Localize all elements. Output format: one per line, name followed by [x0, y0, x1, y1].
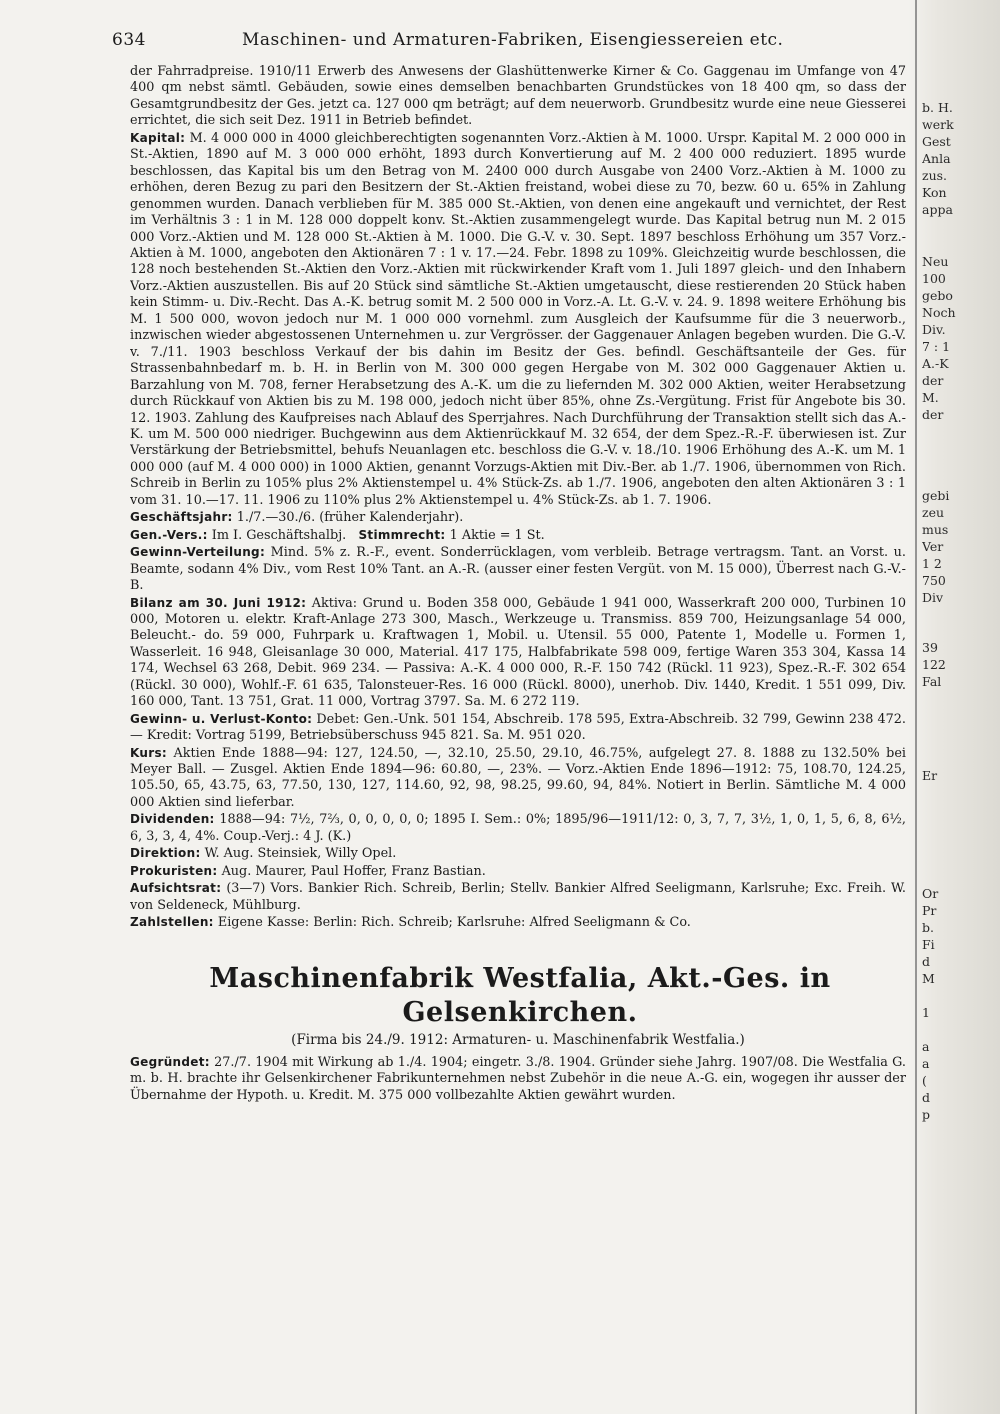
margin-fragment: 7 : 1 [922, 339, 951, 354]
margin-fragment: Pr [922, 903, 937, 918]
section-label: Bilanz am 30. Juni 1912: [130, 595, 307, 610]
margin-fragment: d [922, 1090, 931, 1105]
margin-fragment: werk [922, 117, 954, 132]
margin-fragment: 100 [922, 271, 946, 286]
section-zahlstellen [130, 914, 906, 931]
margin-fragment: b. [922, 920, 934, 935]
margin-fragment: b. H. [922, 100, 953, 115]
margin-fragment: 39 [922, 640, 938, 655]
section-label: Prokuristen: [130, 863, 218, 878]
section-label: Geschäftsjahr: [130, 510, 233, 525]
section-label-stimmrecht: Stimmrecht: [358, 527, 446, 542]
section-label: Gegründet: [130, 1055, 210, 1070]
section-prokuristen [130, 863, 906, 880]
margin-fragment: gebi [922, 488, 950, 503]
margin-fragment: Fal [922, 674, 942, 689]
margin-fragment: Noch [922, 305, 956, 320]
section-text: Aktien Ende 1888—94: 127, 124.50, —, 32.10, 25.50, 29.10, 46.75%, aufgelegt 27. 8. 1888 zu 132.50% bei Meyer Ball. — Zusgel. Aktien Ende 1894—96: 60.80, —, 23%. — Vorz.-Aktien Ende 1896—1912: 75, 108.70, 124.25, 105.50, 65, 43.75, 63, 77.50, 130, 127, 114.60, 92, 98, 98.25, 99.60, 94, 84%. Notiert in Berlin. Sämtliche M. 4 000 000 Aktien sind lieferbar. [130, 745, 906, 810]
section-label: Gewinn-Verteilung: [130, 545, 266, 560]
margin-fragment: M. [922, 390, 939, 405]
section-text: 1./7.—30./6. (früher Kalenderjahr). [236, 510, 464, 526]
margin-fragment: Kon [922, 185, 947, 200]
margin-fragment: a [922, 1056, 930, 1071]
section-dividenden [130, 811, 906, 845]
margin-fragment: Anla [922, 151, 951, 166]
margin-fragment: Ver [922, 539, 944, 554]
margin-fragment: zus. [922, 168, 948, 183]
margin-fragment: gebo [922, 288, 953, 303]
section-label: Direktion: [130, 846, 201, 861]
company-former-name: (Firma bis 24./9. 1912: Armaturen- u. Maschinenfabrik Westfalia.) [291, 1031, 745, 1048]
margin-fragment: zeu [922, 505, 945, 520]
margin-fragment: der [922, 373, 944, 388]
section-gewinn-verteilung [130, 544, 906, 594]
section-label: Dividenden: [130, 812, 215, 827]
margin-fragment: Er [922, 768, 938, 783]
section-label: Gen.-Vers.: [130, 527, 208, 542]
running-header [112, 30, 918, 56]
section-kapital [130, 130, 906, 509]
section-text: Mind. 5% z. R.-F., event. Sonderrücklagen, vom verbleib. Betrage vertragsm. Tant. an Vorst. u. Beamte, sodann 4% Div., vom Rest 10% Tant. an A.-R. (ausser einer festen Vergüt. von M. 15 000), Überrest nach G.-V.-B. [130, 545, 906, 594]
section-text: M. 4 000 000 in 4000 gleichberechtigten sogenannten Vorz.-Aktien à M. 1000. Urspr. Kapital M. 2 000 000 in St.-Aktien, 1890 auf M. 3 000 000 erhöht, 1893 durch Konvertierung auf M. 2 400 000 reduziert. 1895 wurde beschlossen, das Kapital bis um den Betrag von M. 2400 000 durch Ausgabe von 2400 Vorz.-Aktien à M. 1000 zu erhöhen, deren Bezug zu pari den Besitzern der St.-Aktien freistand, wobei diese zu 70, bezw. 60 u. 65% in Zahlung genommen wurden. Danach verblieben für M. 385 000 St.-Aktien, von denen eine angekauft und vernichtet, der Rest im Verhältnis 3 : 1 in M. 128 000 doppelt konv. St.-Aktien zusammengelegt wurde. Das Kapital betrug nun M. 2 015 000 Vorz.-Aktien und M. 128 000 St.-Aktien à M. 1000. Die G.-V. v. 30. Sept. 1897 beschloss Erhöhung um 357 Vorz.-Aktien à M. 1000, angeboten den Aktionären 7 : 1 v. 17.—24. Febr. 1898 zu 109%. Gleichzeitig wurde beschlossen, die 128 noch bestehenden St.-Aktien den Vorz.-Aktien mit rückwirkender Kraft vom 1. Juli 1897 gleich- und den Inhabern Vorz.-Aktien auszustellen. Bis auf 20 Stück sind sämtliche St.-Aktien umgetauscht, diese restierenden 20 Stück haben kein Stimm- u. Div.-Recht. Das A.-K. betrug somit M. 2 500 000 in Vorz.-A. Lt. G.-V. v. 24. 9. 1898 weitere Erhöhung bis M. 1 500 000, wovon jedoch nur M. 1 000 000 vornehml. zum Ausgleich der Kaufsumme für die 3 neuerworb., inzwischen wieder abgestossenen Unternehmen u. zur Vergrösser. der Gaggenauer Anlagen begeben wurden. Die G.-V. v. 7./11. 1903 beschloss Verkauf der bis dahin im Besitz der Ges. befindl. Geschäftsanteile der Ges. für Strassenbahnbedarf m. b. H. in Berlin von M. 300 000 gegen Hergabe von M. 302 000 Gaggenauer Aktien u. Barzahlung von M. 708, ferner Herabsetzung des A.-K. um die zu liefernden M. 302 000 Aktien, weiter Herabsetzung durch Rückkauf von Aktien bis zu M. 198 000, jedoch nicht über 85%, ohne Zs.-Vergütung. Frist für Angebote bis 30. 12. 1903. Zahlung des Kaufpreises nach Ablauf des Sperrjahres. Nach Durchführung der Transaktion stellt sich das A.-K. um M. 500 000 niedriger. Buchgewinn aus dem Aktienrückkauf M. 32 654, der dem Spez.-R.-F. überwiesen ist. Zur Verstärkung der Betriebsmittel, behufs Neuanlagen etc. beschloss die G.-V. v. 18./10. 1906 Erhöhung des A.-K. um M. 1 000 000 (auf M. 4 000 000) in 1000 Aktien, genannt Vorzugs-Aktien mit Div.-Ber. ab 1./7. 1906, übernommen von Rich. Schreib in Berlin zu 105% plus 2% Aktienstempel u. 4% Stück-Zs. ab 1./7. 1906, angeboten den alten Aktionären 3 : 1 vom 31. 10.—17. 11. 1906 zu 110% plus 2% Aktienstempel u. 4% Stück-Zs. ab 1. 7. 1906. [130, 130, 906, 508]
intro-paragraph: der Fahrradpreise. 1910/11 Erwerb des Anwesens der Glashüttenwerke Kirner & Co. Gaggenau im Umfange von 47 400 qm nebst sämtl. Gebäuden, sowie eines demselben benachbarten Grundstückes von 18 400 qm, so dass der Gesamtgrundbesitz der Ges. jetzt ca. 127 000 qm beträgt; auf dem neuerworb. Grundbesitz wurde eine neue Giesserei errichtet, die sich seit Dez. 1911 in Betrieb befindet. [130, 64, 906, 129]
section-kurs [130, 745, 906, 812]
section-text: W. Aug. Steinsiek, Willy Opel. [204, 846, 397, 862]
section-label: Kapital: [130, 130, 186, 145]
margin-fragment: a [922, 1039, 930, 1054]
section-text: Aktiva: Grund u. Boden 358 000, Gebäude 1 941 000, Wasserkraft 200 000, Turbinen 10 000, Motoren u. elektr. Kraft-Anlage 273 300, Masch., Werkzeuge u. Transmiss. 859 700, Heizungsanlage 54 000, Beleucht.- do. 59 000, Fuhrpark u. Kraftwagen 1, Mobil. u. Utensil. 55 000, Patente 1, Modelle u. Formen 1, Wasserleit. 16 948, Gleisanlage 30 000, Material. 417 175, Halbfabrikate 598 009, fertige Waren 353 304, Kassa 14 174, Wechsel 63 268, Debit. 969 234. — Passiva: A.-K. 4 000 000, R.-F. 150 742 (Rückl. 11 923), Spez.-R.-F. 302 654 (Rückl. 30 000), Wohlf.-F. 61 635, Talonsteuer-Res. 16 000 (Rückl. 8000), unerhob. Div. 1440, Kredit. 1 551 099, Div. 160 000, Tant. 13 751, Grat. 11 000, Vortrag 3797. Sa. M. 6 272 119. [130, 595, 906, 710]
margin-fragment: Gest [922, 134, 951, 149]
main-text-column [130, 64, 906, 1404]
margin-fragment: mus [922, 522, 949, 537]
margin-fragment: d [922, 954, 931, 969]
margin-fragment: Div [922, 590, 944, 605]
margin-fragment: der [922, 407, 944, 422]
margin-fragment: ( [922, 1073, 927, 1088]
margin-fragment: Or [922, 886, 939, 901]
margin-fragment: M [922, 971, 935, 986]
section-gegruendet [130, 1054, 906, 1104]
margin-fragment: 1 2 [922, 556, 942, 571]
section-text: 27./7. 1904 mit Wirkung ab 1./4. 1904; eingetr. 3./8. 1904. Gründer siehe Jahrg. 1907/08. Die Westfalia G. m. b. H. brachte ihr Gelsenkirchener Fabrikunternehmen nebst Zubehör in die neue A.-G. ein, wogegen ihr ausser der Übernahme der Hypoth. u. Kredit. M. 375 000 vollbezahlte Aktien gewährt wurden. [130, 1055, 906, 1103]
section-text: 1888—94: 7½, 7⅔, 0, 0, 0, 0, 0; 1895 I. Sem.: 0%; 1895/96—1911/12: 0, 3, 7, 7, 3½, 1, 0, 1, 5, 6, 8, 6½, 6, 3, 3, 4, 4%. Coup.-Verj.: 4 J. (K.) [130, 812, 906, 844]
section-text: (3—7) Vors. Bankier Rich. Schreib, Berlin; Stellv. Bankier Alfred Seeligmann, Karlsruhe; Exc. Freih. W. von Seldeneck, Mühlburg. [130, 881, 906, 913]
section-label: Kurs: [130, 745, 167, 760]
margin-fragment: 1 [922, 1005, 930, 1020]
section-aufsichtsrat [130, 880, 906, 914]
section-label: Gewinn- u. Verlust-Konto: [130, 711, 313, 726]
section-text-stimmrecht: 1 Aktie = 1 St. [449, 527, 545, 543]
margin-fragment: Neu [922, 254, 949, 269]
margin-fragment: 750 [922, 573, 946, 588]
section-text: Debet: Gen.-Unk. 501 154, Abschreib. 178 595, Extra-Abschreib. 32 799, Gewinn 238 472. — Kredit: Vortrag 5199, Betriebsüberschuss 945 821. Sa. M. 951 020. [130, 711, 906, 744]
margin-fragment: appa [922, 202, 953, 217]
section-text: Aug. Maurer, Paul Hoffer, Franz Bastian. [221, 863, 486, 879]
page-fold-line [915, 0, 917, 1414]
margin-fragment: A.-K [922, 356, 949, 371]
company-heading: Maschinenfabrik Westfalia, Akt.-Ges. in Gelsenkirchen. [209, 962, 831, 1028]
running-title: Maschinen- und Armaturen-Fabriken, Eisengiessereien etc. [242, 30, 784, 50]
section-geschaeftsjahr [130, 509, 906, 526]
section-label: Zahlstellen: [130, 915, 214, 930]
section-label: Aufsichtsrat: [130, 881, 222, 896]
section-direktion [130, 845, 906, 862]
margin-fragment: Fi [922, 937, 935, 952]
margin-fragment: p [922, 1107, 931, 1122]
section-bilanz [130, 595, 906, 711]
section-gen-vers [130, 527, 906, 544]
section-text: Im I. Geschäftshalbj. [211, 527, 347, 543]
section-gewinn-verlust [130, 711, 906, 745]
section-text: Eigene Kasse: Berlin: Rich. Schreib; Karlsruhe: Alfred Seeligmann & Co. [217, 915, 691, 931]
page-number: 634 [112, 30, 146, 50]
margin-fragment: Div. [922, 322, 946, 337]
margin-fragment: 122 [922, 657, 946, 672]
